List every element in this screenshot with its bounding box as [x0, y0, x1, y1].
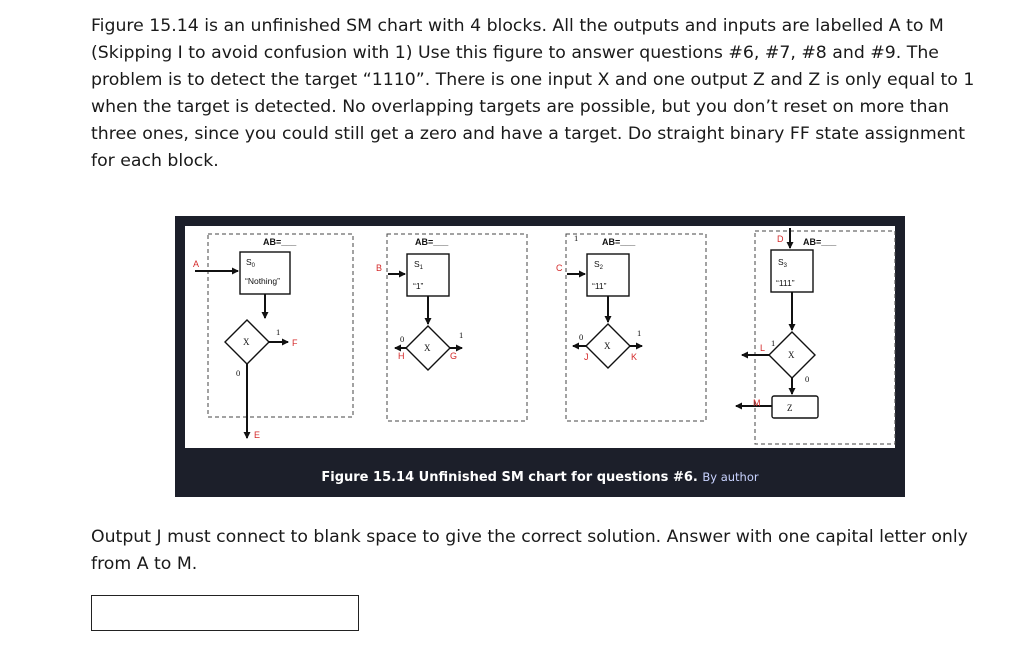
ab-label-s3: AB=___ [803, 237, 837, 247]
ab-label-s2: AB=___ [602, 237, 636, 247]
label-c: C [556, 263, 563, 273]
label-j: J [584, 352, 589, 362]
svg-text:S2: $S_2$ [594, 259, 604, 271]
label-b: B [376, 263, 383, 273]
label-l: L [760, 343, 766, 353]
svg-text:0: 0 [579, 332, 584, 342]
svg-text:0: 0 [236, 368, 241, 378]
svg-text:1: 1 [771, 338, 776, 348]
svg-text:1: 1 [459, 330, 464, 340]
ab-label-s1: AB=___ [415, 237, 449, 247]
label-k: K [631, 352, 638, 362]
label-g: G [450, 351, 458, 361]
caption-credit: By author [702, 470, 759, 484]
output-s0: “Nothing” [245, 276, 280, 286]
label-m: M [753, 398, 761, 408]
ab-label-s0: AB=___ [263, 237, 297, 247]
svg-text:X: X [604, 341, 611, 351]
output-s2: “11” [592, 281, 607, 291]
label-d: D [777, 234, 784, 244]
label-h: H [398, 351, 405, 361]
output-s3: “111” [776, 278, 795, 288]
label-f: F [292, 338, 298, 348]
svg-text:1: 1 [574, 233, 579, 243]
figure-frame [175, 216, 905, 497]
svg-text:S0: $S_0$ [246, 257, 256, 269]
svg-text:1: 1 [276, 327, 281, 337]
answer-input[interactable] [91, 595, 359, 631]
caption-text: Figure 15.14 Unfinished SM chart for questions #6. [321, 470, 698, 485]
figure-caption [175, 470, 905, 485]
output-z: Z [787, 403, 793, 413]
svg-text:0: 0 [805, 374, 810, 384]
label-a: A [193, 259, 200, 269]
svg-text:S3: $S_3$ [778, 257, 788, 269]
label-e: E [254, 430, 261, 440]
svg-text:X: X [424, 343, 431, 353]
svg-text:X: X [788, 350, 795, 360]
svg-text:1: 1 [637, 328, 642, 338]
prompt-text: Output J must connect to blank space to give the correct solution. Answer with one capital letter only from A to M. [91, 527, 968, 574]
svg-text:X: X [243, 337, 250, 347]
question-text: Figure 15.14 is an unfinished SM chart with 4 blocks. All the outputs and inputs are labelled A to M (Skipping I to avoid confusion with 1) Use this figure to answer questions #6, #7, #8 and #9. The problem is to detect the target “1110”. There is one input X and one output Z and Z is only equal to 1 when the target is detected. No overlapping targets are possible, but you don’t reset on more than three ones, since you could still get a zero and have a target. Do straight binary FF state assignment for each block. [91, 16, 975, 171]
svg-text:S1: $S_1$ [414, 259, 424, 271]
svg-text:0: 0 [400, 334, 405, 344]
output-s1: “1” [413, 281, 424, 291]
sm-chart [175, 216, 905, 497]
